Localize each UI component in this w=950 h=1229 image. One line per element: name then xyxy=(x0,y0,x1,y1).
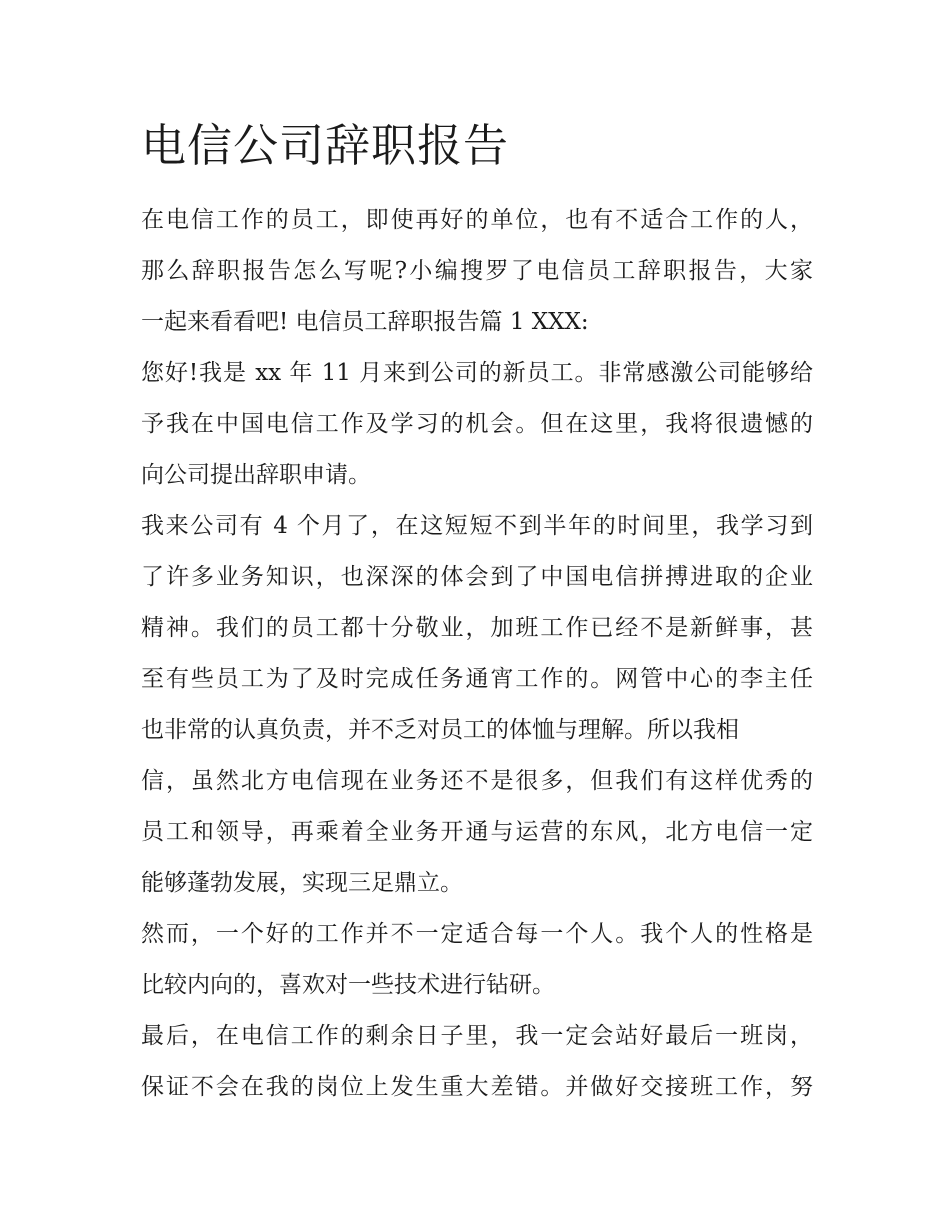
document-body xyxy=(141,203,813,1104)
text-line: 至有些员工为了及时完成任务通宵工作的。网管中心的李主任 xyxy=(141,666,813,692)
text-line: 保证不会在我的岗位上发生重大差错。并做好交接班工作，努 xyxy=(141,1074,813,1100)
text-line: 比较内向的，喜欢对一些技术进行钻研。 xyxy=(141,972,555,998)
paragraph-experience xyxy=(141,509,813,900)
text-line: 员工和领导，再乘着全业务开通与运营的东风，北方电信一定 xyxy=(141,819,813,845)
text-line: 您好!我是 xx 年 11 月来到公司的新员工。非常感激公司能够给 xyxy=(141,360,813,386)
text-line: 也非常的认真负责，并不乏对员工的体恤与理解。所以我相 xyxy=(141,717,739,743)
document-page xyxy=(141,118,813,1121)
text-line: 最后，在电信工作的剩余日子里，我一定会站好最后一班岗， xyxy=(141,1023,813,1049)
text-line: 那么辞职报告怎么写呢?小编搜罗了电信员工辞职报告，大家 xyxy=(141,258,813,284)
text-line: 了许多业务知识，也深深的体会到了中国电信拼搏进取的企业 xyxy=(141,564,813,590)
text-line: 向公司提出辞职申请。 xyxy=(141,462,371,488)
paragraph-closing xyxy=(141,1019,813,1104)
document-title: 电信公司辞职报告 xyxy=(141,119,510,172)
text-line: 我来公司有 4 个月了，在这短短不到半年的时间里，我学习到 xyxy=(141,513,813,539)
text-line: 一起来看看吧! 电信员工辞职报告篇 1 XXX: xyxy=(141,309,589,335)
paragraph-intro xyxy=(141,203,813,339)
text-line: 予我在中国电信工作及学习的机会。但在这里，我将很遗憾的 xyxy=(141,411,813,437)
text-line: 精神。我们的员工都十分敬业，加班工作已经不是新鲜事，甚 xyxy=(141,615,813,641)
paragraph-personality xyxy=(141,917,813,1002)
text-line: 在电信工作的员工，即使再好的单位，也有不适合工作的人， xyxy=(141,207,813,233)
text-line: 能够蓬勃发展，实现三足鼎立。 xyxy=(141,870,463,896)
text-line: 然而，一个好的工作并不一定适合每一个人。我个人的性格是 xyxy=(141,921,813,947)
text-line: 信，虽然北方电信现在业务还不是很多，但我们有这样优秀的 xyxy=(141,768,813,794)
paragraph-greeting xyxy=(141,356,813,492)
